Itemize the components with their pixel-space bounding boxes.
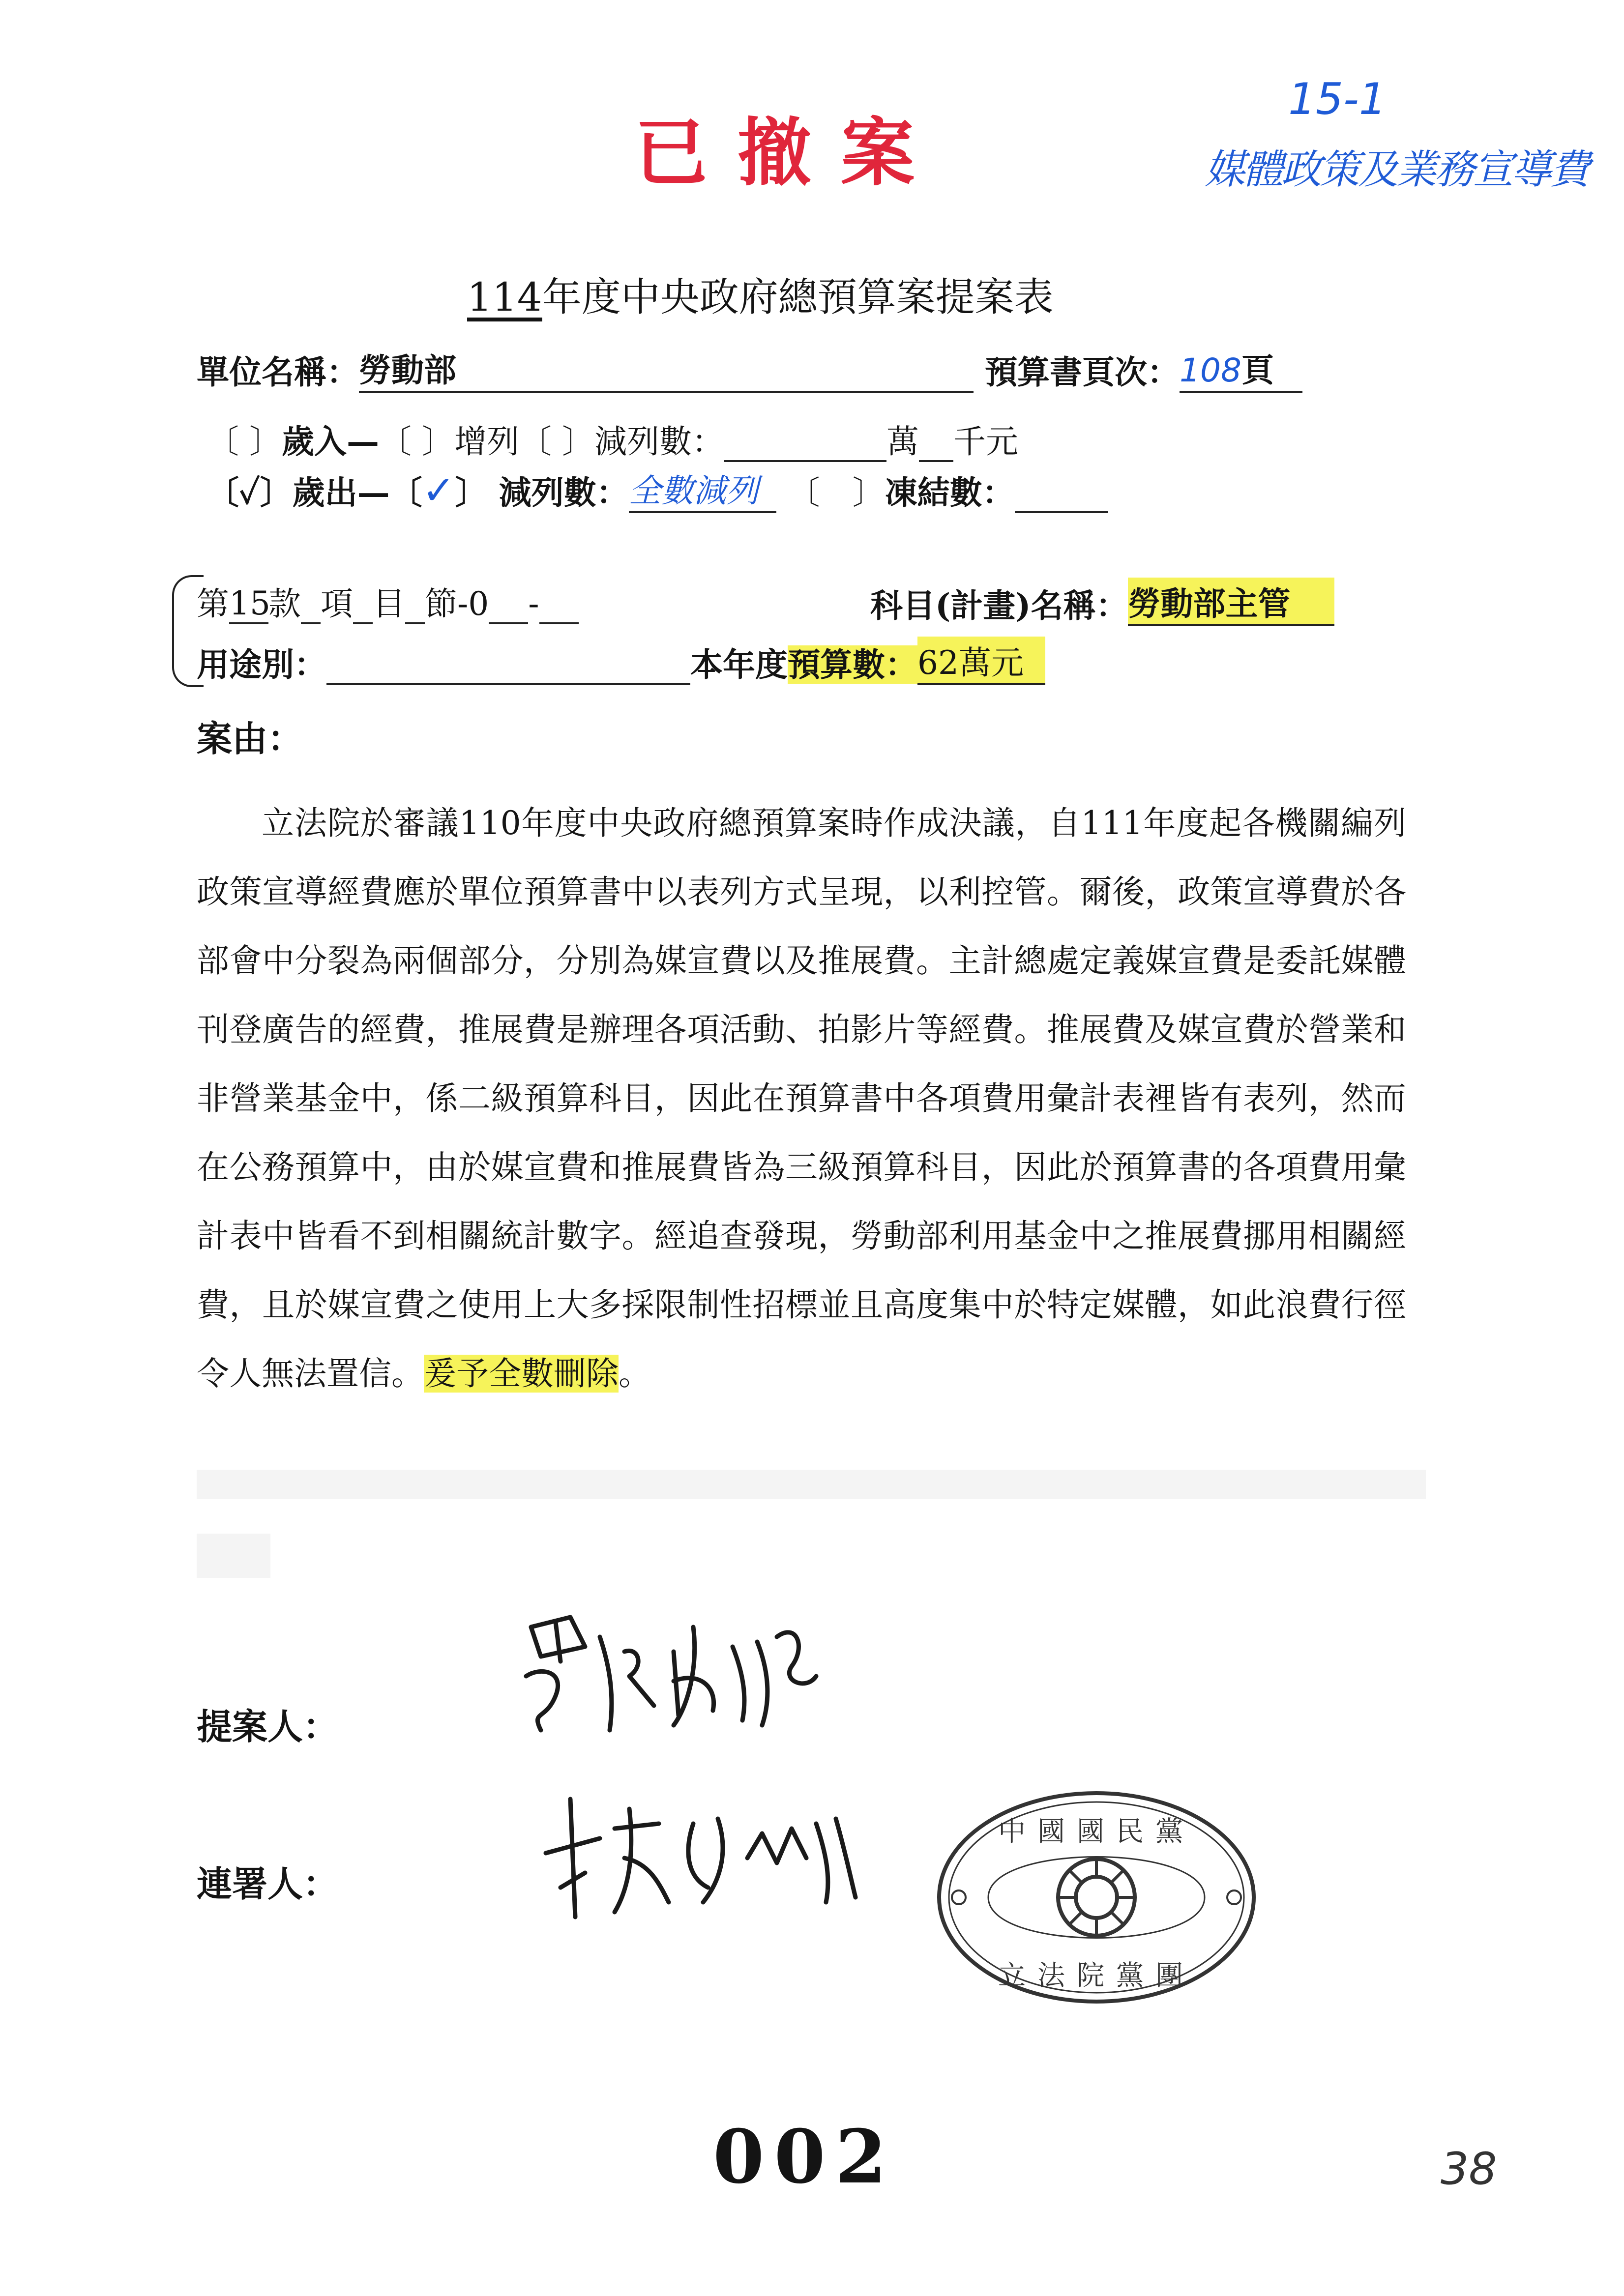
proposer-signature	[511, 1593, 865, 1750]
expense-row	[207, 465, 1108, 513]
freeze-field	[1015, 511, 1108, 513]
annotation-text: 媒體政策及業務宣導費	[1205, 146, 1588, 193]
current-year-label: 本年度	[690, 645, 788, 684]
reason-label: 案由：	[197, 718, 303, 759]
revenue-wan: 萬	[886, 423, 919, 461]
freeze-label: 凍結數：	[885, 473, 1015, 512]
mu-field	[353, 622, 373, 624]
budget-value: 62	[917, 644, 959, 682]
proposer-label: 提案人：	[197, 1706, 339, 1747]
kuan-prefix: 第	[197, 585, 229, 623]
expense-label: 歲出—〔	[292, 473, 422, 512]
revenue-label: 歲入—	[281, 422, 379, 461]
expense-close: 〕	[455, 473, 488, 512]
unit-row	[197, 344, 1302, 393]
jie-dash: -	[528, 585, 539, 623]
unit-value: 勞動部	[359, 351, 456, 389]
subject-field	[1128, 578, 1334, 626]
use-row	[197, 637, 1045, 685]
subject-row	[870, 578, 1334, 626]
subject-label: 科目(計畫)名稱：	[870, 586, 1128, 625]
cosigner-label: 連署人：	[197, 1863, 339, 1905]
redaction-box	[197, 1534, 270, 1578]
revenue-qian-field	[919, 460, 953, 462]
seal-bottom-text: 立法院黨團	[998, 1960, 1195, 1992]
seal-top-text: 中國國民黨	[998, 1816, 1195, 1848]
title-text: 年度中央政府總預算案提案表	[542, 274, 1054, 320]
reason-body	[197, 789, 1406, 1408]
title-year: 114	[467, 274, 542, 320]
cosigner-signature	[531, 1779, 885, 1927]
kuan-value: 15	[229, 584, 270, 622]
expense-reduce-label: 減列數：	[499, 473, 629, 512]
unit-label: 單位名稱：	[197, 353, 359, 391]
use-label: 用途別：	[197, 645, 326, 684]
budget-page-suffix: 頁	[1241, 351, 1274, 389]
reason-text: 立法院於審議110年度中央政府總預算案時作成決議，自111年度起各機關編列政策宣導經費應於單位預算書中以表列方式呈現，以利控管。爾後，政策宣導費於各部會中分裂為兩個部分，分別為媒宣費以及推展費。主計總處定義媒宣費是委託媒體刊登廣告的經費，推展費是辦理各項活動、拍影片等經費。推展費及媒宣費於營業和非營業基金中，係二級預算科目，因此在預算書中各項費用彙計表裡皆有表列，然而在公務預算中，由於媒宣費和推展費皆為三級預算科目，因此於預算書的各項費用彙計表中皆看不到相關統計數字。經追查發現，勞動部利用基金中之推展費挪用相關經費，且於媒宣費之使用上大多採限制性招標並且高度集中於特定媒體，如此浪費行徑令人無法置信。	[197, 804, 1406, 1393]
revenue-reduce: 〔 〕減列數：	[519, 423, 724, 461]
mu-label: 目	[373, 585, 405, 623]
revenue-checkbox: 〔 〕	[207, 423, 282, 461]
xiang-label: 項	[321, 585, 353, 623]
unit-field	[359, 344, 974, 393]
kuan-suffix: 款	[268, 585, 301, 623]
budget-page-value: 108	[1179, 351, 1241, 389]
party-seal	[934, 1789, 1259, 2005]
xiang-field	[301, 622, 321, 624]
jie-field	[405, 622, 425, 624]
revenue-add: 〔 〕增列	[379, 423, 519, 461]
use-field	[326, 683, 690, 685]
budget-unit: 萬元	[958, 644, 1024, 682]
jie-sub-field-2	[539, 622, 579, 624]
subject-value: 勞動部主管	[1128, 584, 1291, 623]
page-number: 002	[713, 2114, 897, 2200]
freeze-checkbox: 〔 〕	[787, 474, 885, 512]
jie-label: 節-0	[425, 585, 489, 623]
expense-reduce-field	[629, 465, 776, 513]
budget-page-label: 預算書頁次：	[984, 353, 1180, 391]
redaction-strip	[197, 1470, 1426, 1499]
form-title	[467, 265, 1054, 322]
budget-page-field	[1180, 344, 1302, 393]
corner-number: 38	[1441, 2143, 1497, 2195]
kuan-field	[229, 584, 268, 624]
annotation-number: 15-1	[1288, 74, 1387, 124]
withdrawn-stamp: 已撤案	[634, 110, 945, 196]
revenue-qian: 千元	[953, 423, 1018, 461]
expense-check-mark: ✓	[422, 467, 455, 513]
expense-checkbox: 〔✓〕	[207, 473, 293, 512]
revenue-row	[207, 415, 1018, 462]
budget-field	[917, 637, 1045, 685]
reason-end: 。	[619, 1355, 651, 1393]
item-row	[197, 578, 579, 624]
jie-sub-field-1	[489, 622, 528, 624]
reason-highlight: 爰予全數刪除	[424, 1355, 619, 1393]
revenue-wan-field	[724, 460, 886, 462]
budget-label: 預算數：	[788, 645, 917, 684]
expense-reduce-value: 全數減列	[628, 472, 759, 510]
